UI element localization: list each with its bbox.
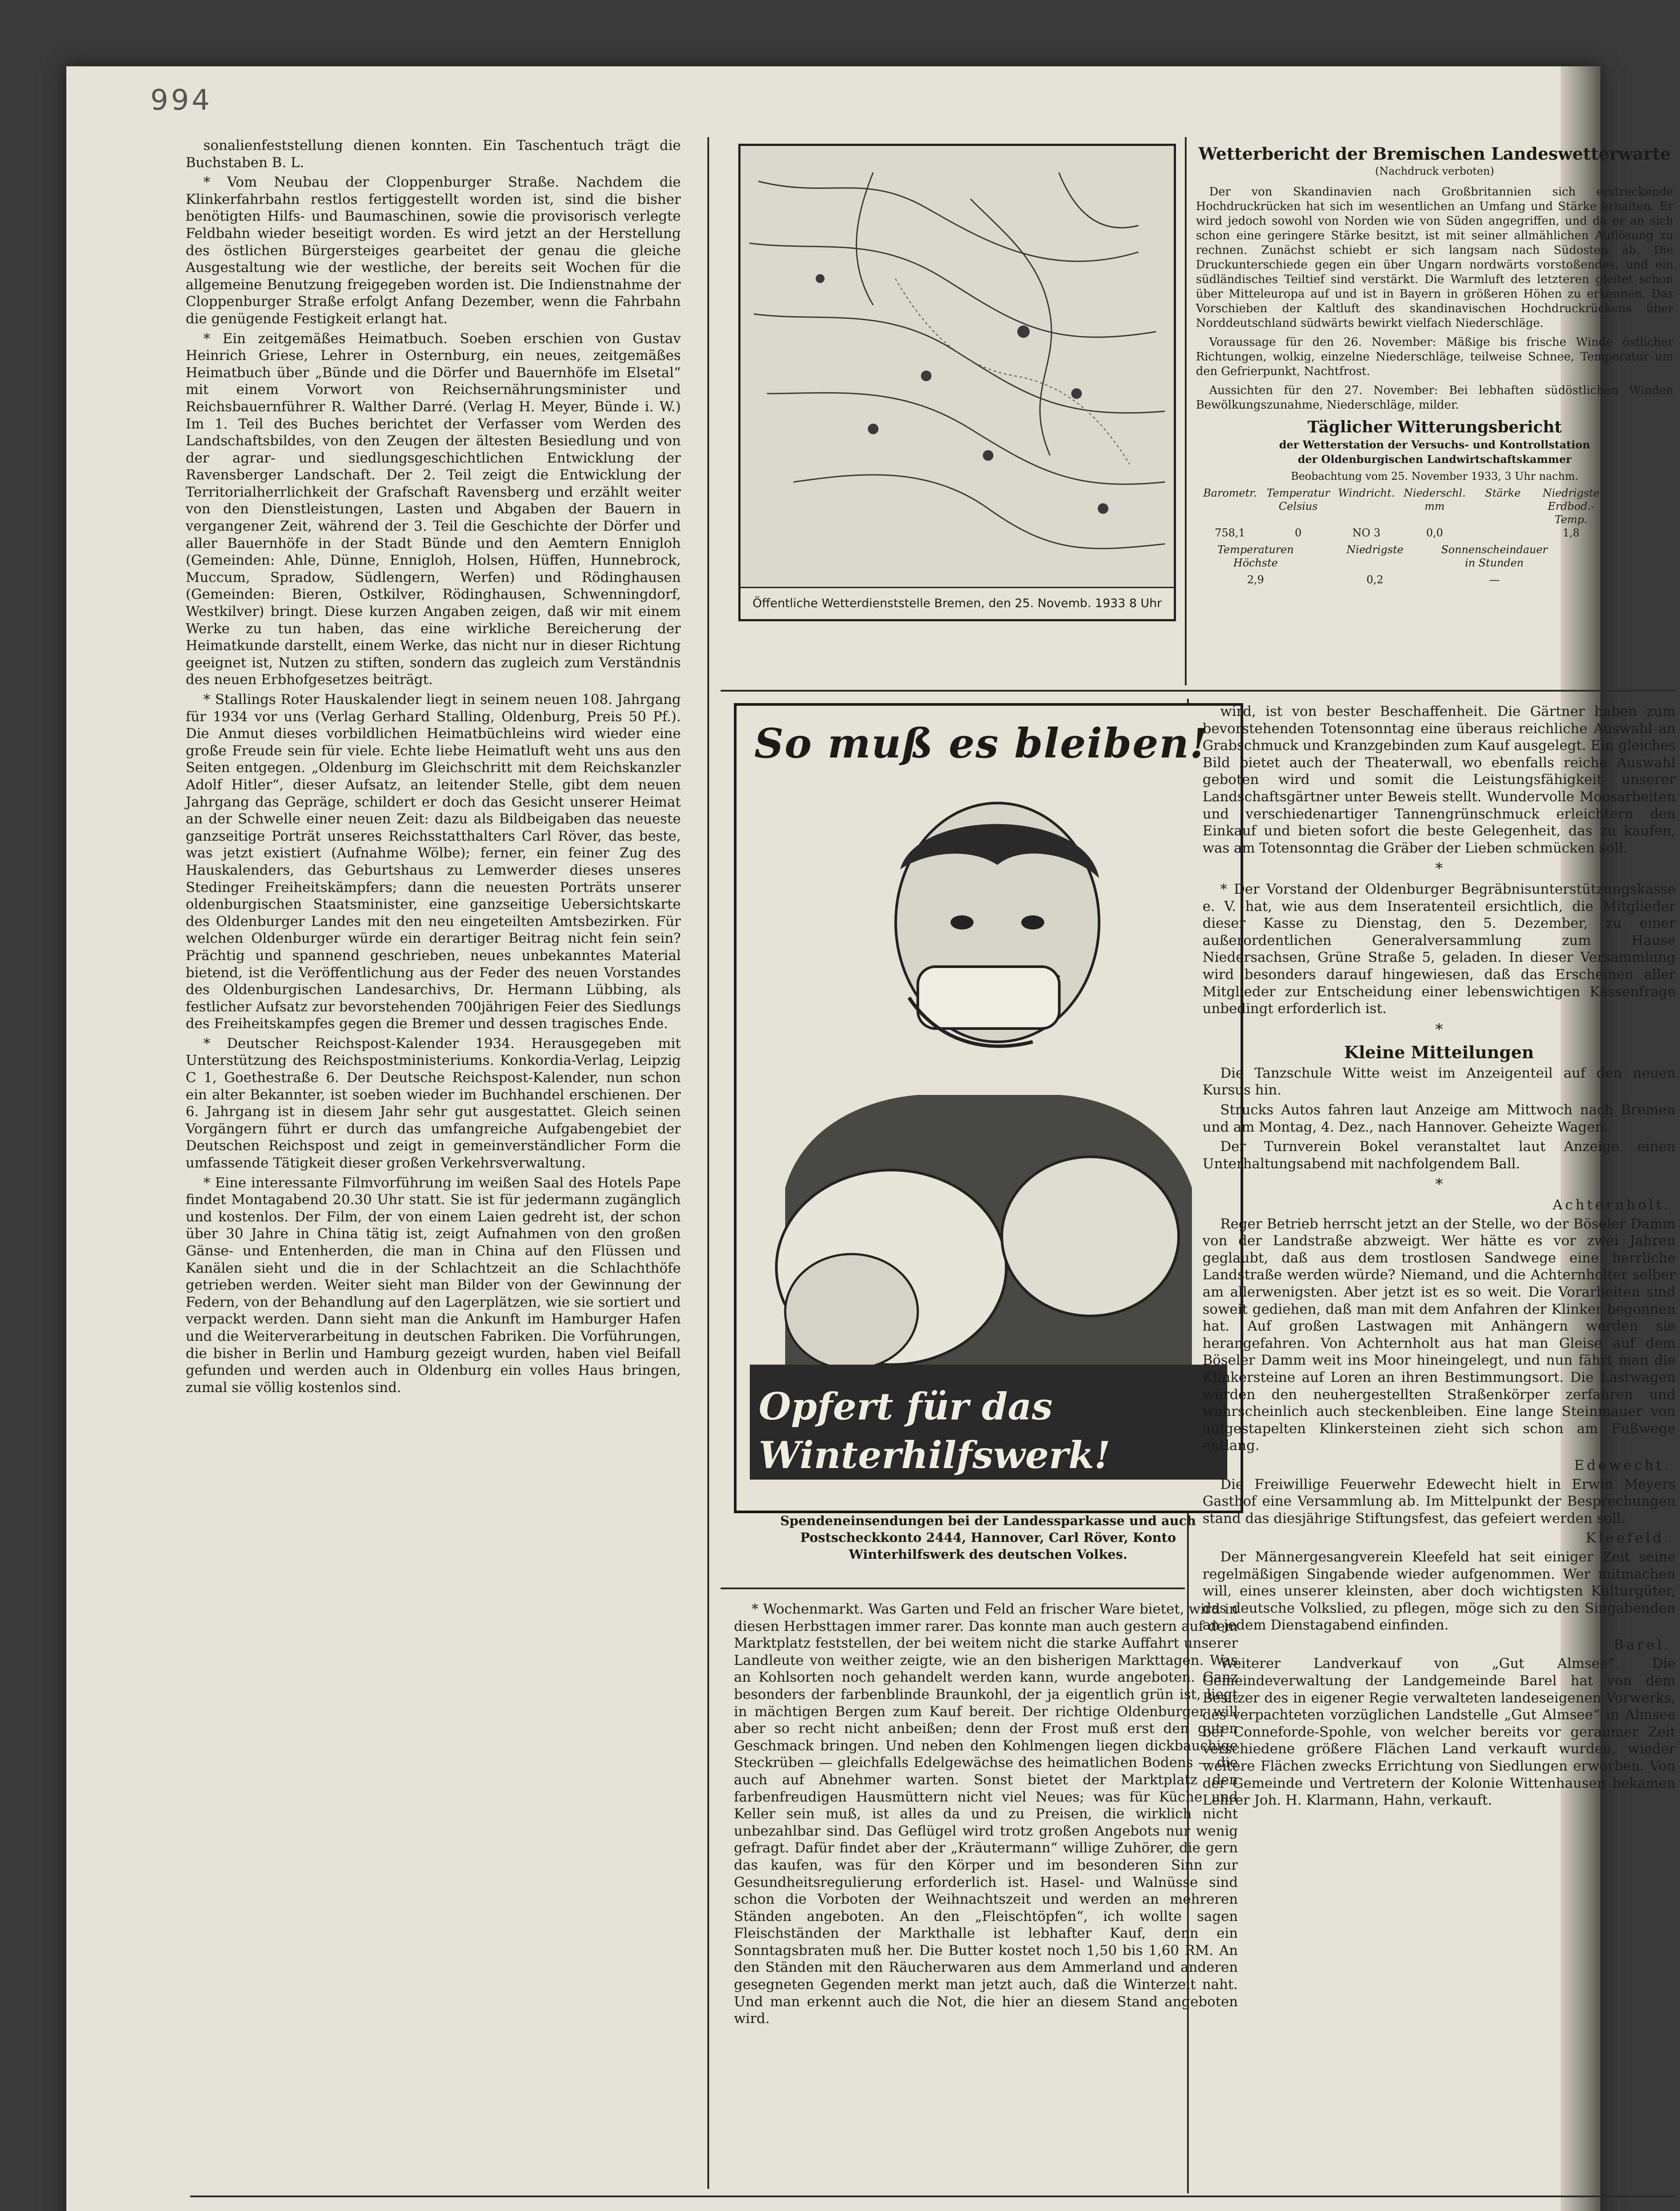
weather-subtitle: (Nachdruck verboten) [1375,165,1494,177]
map-caption: Öffentliche Wetterdienststelle Bremen, den 25. Novemb. 1933 8 Uhr [741,587,1174,619]
observation-cell: Niederschl. mm [1403,487,1466,513]
boy-eating-bread-illustration [750,790,1227,1480]
winterhilfswerk-ad [734,703,1243,1513]
observation-cell: Niedrigste Erdbod.-Temp. [1543,487,1600,526]
observation-values-2 [1196,573,1673,586]
observation-cell: Temperatur Celsius [1266,487,1330,513]
observation-cell: Temperaturen Höchste [1217,543,1294,569]
separator-star: * [1435,1175,1443,1193]
observation-cell: — [1489,574,1500,586]
article-paragraph: wird, ist von bester Beschaffenheit. Die Gärtner haben zum bevorstehenden Totensonntag eine überaus reichliche Auswahl an Grabschmuck und Kranzgebinden zum Kauf ausgelegt. Ein gleiches Bild bietet auch der Theaterwall, wo ebenfalls reiche Auswahl geboten wird und somit die Leistungsfähigkeit unserer Landschaftsgärtner unter Beweis stellt. Wundervolle Moosarbeiten und verschiedenartiger Tannengrünschmuck erleichtern den Einkauf und bieten sofort die beste Gelegenheit, das zu kaufen, was am Totensonntag die Gräber der Lieben schmücken soll. [1203,704,1676,856]
place-dateline: Kleefeld. [1585,1530,1671,1546]
section-rule [190,2196,1676,2197]
column-4 [1203,703,1676,2189]
place-dateline: Edewecht. [1574,1457,1671,1473]
column-3 [734,1601,1238,2189]
article-paragraph: Die Freiwillige Feuerwehr Edewecht hielt in Erwin Meyers Gasthof eine Versammlung ab. Im Mittelpunkt der Besprechungen stand das diesjährige Stiftungsfest, das gefeiert werden soll. [1203,1476,1676,1526]
observation-headers-2 [1196,543,1673,570]
ad-slogan: Opfert für das Winterhilfswerk! [759,1385,1111,1477]
section-rule [721,690,1676,692]
column-rule [707,137,709,2189]
daily-report-sub2: der Oldenburgischen Landwirtschaftskammer [1298,453,1572,466]
article-paragraph: sonalienfeststellung dienen konnten. Ein Taschentuch trägt die Buchstaben B. L. [186,138,681,171]
weather-title: Wetterbericht der Bremischen Landeswetterwarte [1198,144,1671,164]
observation-cell: 0,2 [1366,574,1384,586]
ad-headline: So muß es bleiben! [754,719,1209,767]
observation-cell: Windricht. [1338,487,1395,499]
weather-map [738,144,1176,621]
daily-report-title: Täglicher Witterungsbericht [1307,418,1562,436]
observation-cell: 0 [1294,527,1302,539]
observation-cell: Sonnenscheindauer in Stunden [1441,543,1548,569]
observation-headers [1196,486,1673,526]
place-dateline: Barel. [1613,1637,1671,1653]
article-paragraph: * Vom Neubau der Cloppenburger Straße. Nachdem die Klinkerfahrbahn restlos fertiggestellt worden ist, sind die bisher benötigten Hilfs- und Baumaschinen, sowie die provisorisch verlegte Feldbahn wieder beseitigt worden. Es wird jetzt an der Herstellung des östlichen Bürgersteiges gearbeitet der genau die gleiche Ausgestaltung wie der westliche, der bereits seit Wochen für die allgemeine Benutzung freigegeben worden ist. Die Indienstnahme der Cloppenburger Straße erfolgt Anfang Dezember, wenn die Fahrbahn die genügende Festigkeit erlangt hat. [186,174,681,327]
observation-values [1196,526,1673,539]
weather-forecast: Voraussage für den 26. November: Mäßige bis frische Winde östlicher Richtungen, wolkig, einzelne Niederschläge, teilweise Schnee, Temperatur um den Gefrierpunkt, Nachtfrost. [1196,336,1673,378]
section-rule [721,1587,1185,1589]
article-paragraph: * Wochenmarkt. Was Garten und Feld an frischer Ware bietet, wird in diesen Herbsttagen immer rarer. Das konnte man auch gestern auf dem Marktplatz feststellen, der bei weitem nicht die starke Auffahrt unserer Landleute von weither zeigte, wie an den bisherigen Markttagen. Was an Kohlsorten noch gehandelt werden kann, wurde angeboten. Ganz besonders der farbenblinde Braunkohl, der ja eigentlich grün ist, liegt in mächtigen Bergen zum Kauf bereit. Der richtige Oldenburger will aber so recht nicht anbeißen; denn der Frost muß erst den guten Geschmack bringen. Und neben den Kohlmengen liegen dickbauchige Steckrüben — gleichfalls Edelgewächse des heimatlichen Bodens — die auch auf Abnehmer warten. Sonst bietet der Marktplatz den farbenfreudigen Hausmüttern nicht viel Neues; was für Küche und Keller sein muß, ist alles da und zu Preisen, die wirklich nicht unbezahlbar sind. Das Geflügel wird trotz großen Angebots nur wenig gefragt. Dafür findet aber der „Kräutermann“ willige Zuhörer, die gern das kaufen, was für den Körper und im besonderen Sinn zur Gesundheitsregulierung erforderlich ist. Hasel- und Walnüsse sind schon die Vorboten der Weihnachtszeit und werden an mehreren Ständen angeboten. An den „Fleischtöpfen“, ich wollte sagen Fleischständen der Markthalle ist lebhafter Kauf, denn ein Sonntagsbraten muß her. Die Butter kostet noch 1,50 bis 1,60 RM. An den Ständen mit den Räucherwaren aus dem Ammerland und anderen gesegneten Gegenden merkt man jetzt auch, daß die Winterzeit naht. Und man erkennt auch die Not, die hier an diesem Stand angeboten wird. [734,1601,1238,2027]
weather-report [1196,144,1673,688]
article-paragraph: * Der Vorstand der Oldenburger Begräbnisunterstützungskasse e. V. hat, wie aus dem Inseratenteil ersichtlich, die Mitglieder dieser Kasse zu Dienstag, den 5. Dezember, zu einer außerordentlichen Generalversammlung zum Hause Niedersachsen, Grüne Straße 5, geladen. In dieser Versammlung wird besonders darauf hingewiesen, daß das Erscheinen aller Mitglieder zur Entscheidung einer lebenswichtigen Kassenfrage unbedingt erforderlich ist. [1203,881,1676,1017]
article-paragraph: * Stallings Roter Hauskalender liegt in seinem neuen 108. Jahrgang für 1934 vor uns (Verlag Gerhard Stalling, Oldenburg, Preis 50 Pf.). Die Anmut dieses vorbildlichen Heimatbüchleins wird wieder eine große Freude sein für viele. Echte liebe Heimatluft weht uns aus den Seiten entgegen. „Oldenburg im Gleichschritt mit dem Reichskanzler Adolf Hitler“, dieser Aufsatz, an leitender Stelle, gibt dem neuen Jahrgang das Gepräge, schildert er doch das Gesicht unserer Heimat an der Schwelle einer neuen Zeit: dazu als Bildbeigaben das neueste ganzseitige Porträt unseres Reichsstatthalters Carl Röver, das beste, was jetzt existiert (Aufnahme Wölbe); ferner, ein feiner Zug des Hauskalenders, das Geburtshaus zu Lemwerder dieses unseres Stedinger Freiheitskämpfers; dann die neuesten Porträts unserer oldenburgischen Staatsminister, eine ganzseitige Uebersichtskarte des Oldenburger Landes mit den neu eingeteilten Amtsbezirken. Für welchen Oldenburger würde ein derartiger Beitrag nicht fein sein? Prächtig und spannend geschrieben, neues unbekanntes Material bietend, ist die Veröffentlichung aus der Feder des neuen Vorstandes des Oldenburgischen Landesarchivs, Dr. Hermann Lübbing, als festlicher Aufsatz zur bevorstehenden 700jährigen Feier des Siedlungs des Freiheitskampfes gegen die Bremer und dessen tragisches Ende. [186,692,681,1032]
place-dateline: Achternholt. [1552,1197,1671,1213]
observation-cell: Niedrigste [1346,543,1404,556]
separator-star: * [1435,1020,1443,1038]
column-1 [186,137,681,2189]
article-paragraph: * Deutscher Reichspost-Kalender 1934. Herausgegeben mit Unterstützung des Reichspostministeriums. Konkordia-Verlag, Leipzig C 1, Goethestraße 6. Der Deutsche Reichspost-Kalender, nun schon ein alter Bekannter, ist soeben wieder im Buchhandel erschienen. Der 6. Jahrgang ist in diesem Jahr sehr gut ausgestattet. Gleich seinen Vorgängern führt er durch das umfangreiche Aufgabengebiet der Deutschen Reichspost und zeigt in gemeinverständlicher Form die umfassende Tätigkeit dieser großen Verkehrsverwaltung. [186,1035,681,1171]
article-paragraph: * Ein zeitgemäßes Heimatbuch. Soeben erschien von Gustav Heinrich Griese, Lehrer in Osternburg, ein neues, zeitgemäßes Heimatbuch über „Bünde und die Dörfer und Bauernhöfe im Elsetal“ mit einem Vorwort von Reichsernährungsminister und Reichsbauernführer R. Walther Darré. (Verlag H. Meyer, Bünde i. W.) Im 1. Teil des Buches berichtet der Verfasser vom Werden des Landschaftsbildes, von den Zeugen der ältesten Besiedlung und von der agrar- und siedlungsgeschichtlichen Entwicklung der Ravensberger Landschaft. Der 2. Teil zeigt die Entwicklung der Territorialherrlichkeit der Grafschaft Ravensberg und erzählt weiter von den Dienstleistungen, Lasten und Abgaben der Bauern in vergangener Zeit, während der 3. Teil die Geschichte der Dörfer und aller Bauernhöfe in der Stadt Bünde und den Aemtern Ennigloh (Gemeinden: Ahle, Dünne, Ennigloh, Holsen, Hüffen, Hunnebrock, Muccum, Spradow, Südlengern, Werfen) und Rödinghausen (Gemeinden: Bieren, Ostkilver, Rödinghausen, Schwenningdorf, Westkilver) bringt. Diese kurzen Angaben zeigen, daß wir mit einem Werke zu tun haben, das eine wirkliche Bereicherung der Heimatkunde darstellt, einem Werke, das nicht nur in dieser Richtung geeignet ist, Nutzen zu stiften, sondern das zugleich zum Verständnis des neuen Erbhofgesetzes beiträgt. [186,330,681,688]
article-paragraph: Der Turnverein Bokel veranstaltet laut Anzeige einen Unterhaltungsabend mit nachfolgendem Ball. [1203,1139,1676,1172]
column-rule [1185,137,1187,685]
observation-cell: Barometr. [1203,487,1257,499]
weather-text: Der von Skandinavien nach Großbritannien sich erstreckende Hochdruckrücken hat sich im wesentlichen an Umfang und Stärke erhalten. Er wird jedoch sowohl von Norden wie von Süden angegriffen, und da er an sich schon eine geringere Stärke besitzt, ist mit seiner allmählichen Auflösung zu rechnen. Zunächst schiebt er sich langsam nach Südosten ab. Die Druckunterschiede gegen ein über Ungarn nordwärts vorstoßendes, und ein südländisches Teiltief sind verstärkt. Die Warmluft des letzteren gleitet schon über Mitteleuropa auf und ist in Bayern in größeren Höhen zu erkennen. Das Vorschieben der Kaltluft des skandinavischen Hochdruckrückens über Norddeutschland südwärts bewirkt vielfach Niederschläge. [1196,185,1673,330]
observation-cell: NO 3 [1352,527,1381,539]
article-paragraph: * Eine interessante Filmvorführung im weißen Saal des Hotels Pape findet Montagabend 20.30 Uhr statt. Sie ist für jedermann zugänglich und kostenlos. Der Film, der von einem Laien gedreht ist, der schon über 30 Jahre in China tätig ist, zeigt Aufnahmen von den großen Gänse- und Entenherden, die man in China auf den Flüssen und Kanälen sieht und die in der Schlachtzeit an die Schlachthöfe getrieben werden. Weiter sieht man Bilder von der Gewinnung der Federn, von der Behandlung auf den Lagerplätzen, wie sie sortiert und verpackt werden. Dann sieht man die Ankunft im Hamburger Hafen und die Weiterverarbeitung in deutschen Fabriken. Die Vorführungen, die bisher in Berlin und Hamburg gezeigt wurden, haben viel Beifall gefunden und werden auch in Oldenburg ein volles Haus bringen, zumal sie völlig kostenlos sind. [186,1174,681,1396]
observation-cell [1469,526,1537,539]
article-paragraph: Weiterer Landverkauf von „Gut Almsee“. Die Gemeindeverwaltung der Landgemeinde Barel hat von dem Besitzer des in eigener Regie verwalteten landeseigenen Vorwerks, des verpachteten vorzüglichen Landstelle „Gut Almsee“ in Almsee bei Conneforde-Spohle, von welcher bereits vor geraumer Zeit verschiedene größere Flächen Land verkauft wurden, wieder weitere Flächen zwecks Errichtung von Siedlungen erworben. Von der Gemeinde und Vertretern der Kolonie Wittenhausen bekamen Lehrer Joh. H. Klarmann, Hahn, verkauft. [1203,1656,1676,1809]
weather-outlook: Aussichten für den 27. November: Bei lebhaften südöstlichen Winden Bewölkungszunahme, Niederschläge, milder. [1196,384,1673,412]
separator-star: * [1435,860,1443,878]
article-paragraph: Strucks Autos fahren laut Anzeige am Mittwoch nach Bremen und am Montag, 4. Dez., nach Hannover. Geheizte Wagen. [1203,1102,1676,1135]
article-paragraph: Der Männergesangverein Kleefeld hat seit einiger Zeit seine regelmäßigen Singabende wieder aufgenommen. Wer mitmachen will, eines unserer kleinsten, aber doch wichtigsten Kulturgüter, das deutsche Volkslied, zu pflegen, möge sich zu den Singabenden an jedem Dienstagabend einfinden. [1203,1549,1676,1633]
isobar-map-graphic [741,146,1174,588]
ad-donation-note: Spendeneinsendungen bei der Landessparkasse und auch Postscheckkonto 2444, Hannover, Carl Röver, Konto Winterhilfswerk des deutschen Volkes. [780,1513,1196,1562]
article-paragraph: Die Tanzschule Witte weist im Anzeigenteil auf den neuen Kursus hin. [1203,1065,1676,1098]
observation-cell: 2,9 [1247,574,1264,586]
page-number: 994 [150,84,213,117]
section-heading: Kleine Mitteilungen [1344,1042,1534,1063]
observation-cell: 0,0 [1426,527,1443,539]
daily-report-sub1: der Wetterstation der Versuchs- und Kontrollstation [1279,438,1590,451]
observation-cell: Stärke [1485,487,1521,499]
newspaper-page [66,66,1676,2211]
observation-time: Beobachtung vom 25. November 1933, 3 Uhr nachm. [1291,470,1579,482]
observation-cell: 758,1 [1214,527,1245,539]
article-paragraph: Reger Betrieb herrscht jetzt an der Stelle, wo der Böseler Damm von der Landstraße abzweigt. Wer hätte es vor zwei Jahren geglaubt, daß aus dem trostlosen Sandwege eine herrliche Landstraße werden würde? Niemand, und die Achternholter selber am allerwenigsten. Aber jetzt ist es so weit. Die Vorarbeiten sind soweit gediehen, daß man mit dem Anfahren der Klinker begonnen hat. Auf großen Lastwagen mit Anhängern werden sie herangefahren. Von Achternholt aus hat man Gleise auf dem Böseler Damm weit ins Moor hineingelegt, und nun fährt man die Klinkersteine auf Loren an ihren Bestimmungsort. Die Lastwagen würden den neuhergestellten Straßenkörper zerfahren und wahrscheinlich auch steckenbleiben. Eine lange Steinmauer von aufgestapelten Klinkersteinen zieht sich schon am Fußwege entlang. [1203,1216,1676,1454]
observation-cell: 1,8 [1562,527,1580,539]
